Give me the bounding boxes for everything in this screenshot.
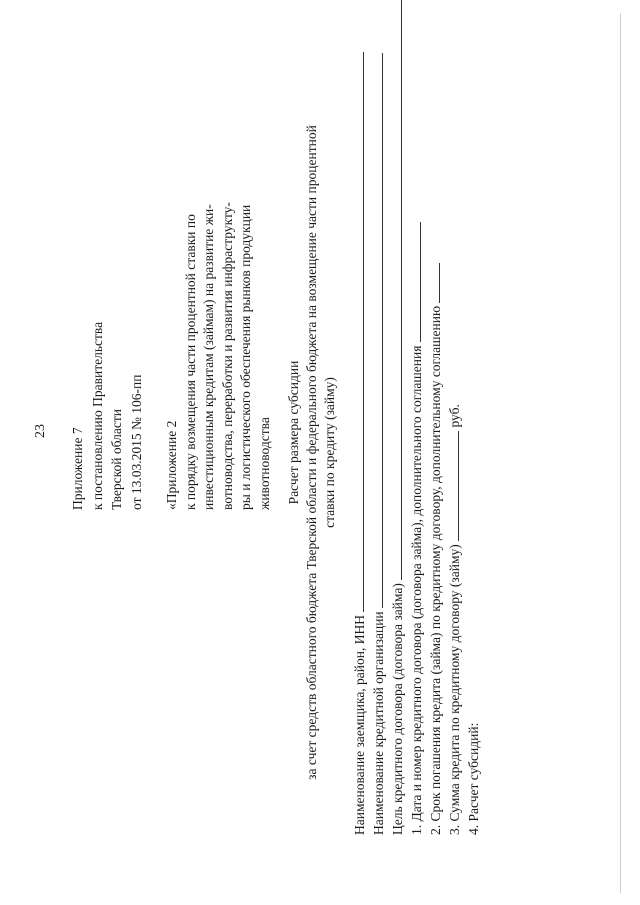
item1-field[interactable] — [409, 222, 421, 342]
form-row-item2 — [428, 263, 444, 835]
item3-label: 3. Сумма кредита по кредитному договору (займу) — [447, 544, 462, 835]
item2-label: 2. Срок погашения кредита (займа) по кредитному договору, дополнительному соглашению — [428, 305, 443, 835]
annex-text-line: инвестиционным кредитам (займам) на развитие жи- — [201, 204, 216, 510]
approval-annex-number: Приложение 7 — [70, 427, 85, 510]
form-row-item1 — [409, 222, 425, 835]
creditor-field[interactable] — [371, 53, 383, 608]
title-subheading-cont: ставки по кредиту (займу) — [322, 377, 337, 528]
item4-label: 4. Расчет субсидий: — [466, 722, 481, 835]
annex-text-line: вотноводства, переработки и развития инфраструкту- — [219, 202, 235, 510]
annex-text-line: ры и логистического обеспечения рынков продукции — [238, 204, 253, 510]
item1-label: 1. Дата и номер кредитного договора (договора займа), дополнительного соглашения — [409, 345, 424, 835]
creditor-label: Наименование кредитной организации — [371, 611, 386, 835]
form-row-purpose — [390, 0, 406, 835]
annex-text-line: животноводства — [256, 417, 272, 510]
form-row-creditor — [371, 53, 387, 835]
annex-block — [163, 202, 274, 510]
form-row-item3 — [447, 404, 463, 835]
document-title — [285, 0, 339, 905]
item3-unit: руб. — [447, 404, 462, 428]
borrower-field[interactable] — [352, 52, 364, 612]
purpose-label: Цель кредитного договора (договора займа) — [390, 583, 405, 835]
page-number: 23 — [33, 424, 48, 438]
approval-block — [68, 322, 146, 510]
annex-text-line: к порядку возмещения части процентной ставки по — [182, 214, 198, 510]
form-row-item4 — [466, 723, 482, 835]
title-subheading: за счет средств областного бюджета Тверской области и федерального бюджета на возмещение части процентной — [304, 125, 319, 780]
approval-decree-ref: к постановлению Правительства — [89, 321, 105, 510]
form-row-borrower — [352, 52, 368, 835]
item3-field[interactable] — [447, 431, 459, 541]
approval-date-number: от 13.03.2015 № 106-пп — [128, 374, 144, 510]
scan-edge-line — [620, 13, 621, 893]
borrower-label: Наименование заемщика, район, ИНН — [352, 615, 367, 835]
annex-title: «Приложение 2 — [164, 420, 179, 510]
title-heading: Расчет размера субсидии — [286, 360, 301, 505]
item2-field[interactable] — [428, 263, 440, 303]
approval-region: Тверской области — [109, 409, 124, 510]
purpose-field[interactable] — [390, 0, 402, 580]
